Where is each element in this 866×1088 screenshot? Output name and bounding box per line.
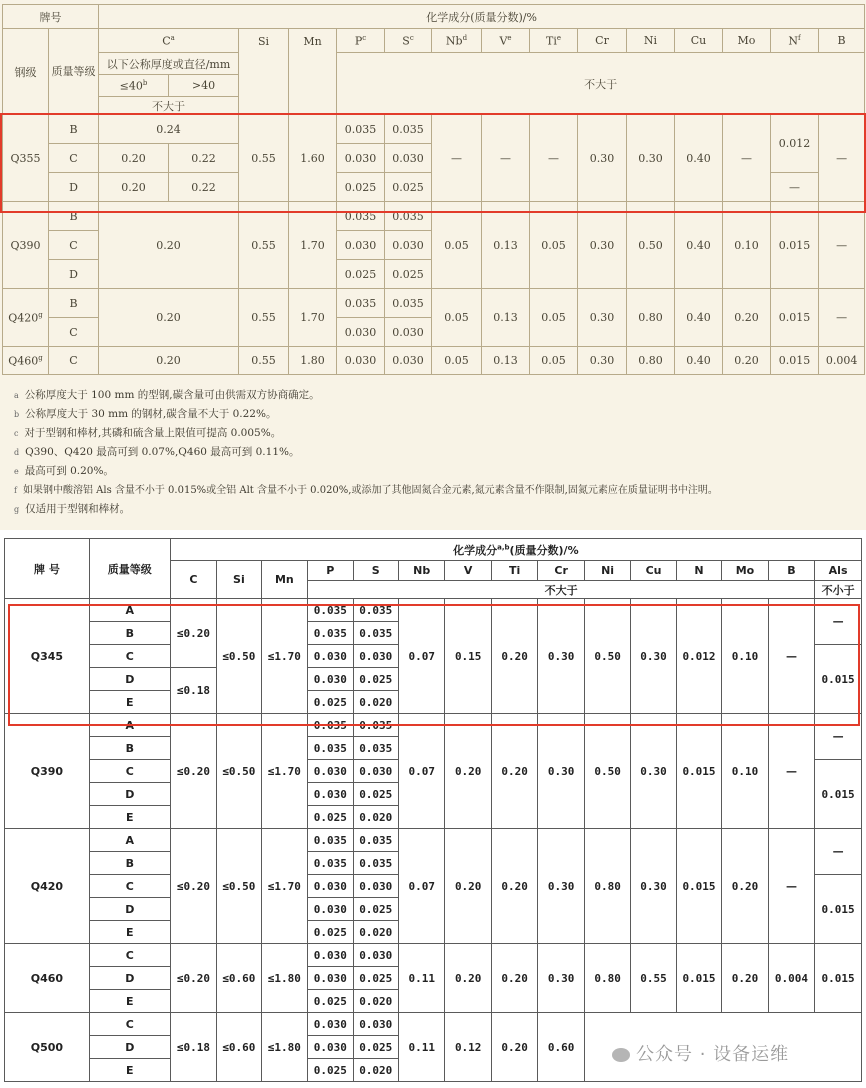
- p-cell: 0.025: [308, 921, 353, 944]
- wechat-icon: [612, 1048, 630, 1062]
- c-cell: 0.20: [99, 202, 239, 289]
- n-cell: 0.015: [676, 944, 721, 1013]
- mn-cell: ≤1.70: [261, 829, 307, 944]
- v-cell: 0.13: [482, 347, 530, 375]
- v-cell: 0.15: [445, 599, 491, 714]
- als-cell: 0.015: [815, 645, 862, 714]
- ni-cell: 0.50: [584, 714, 630, 829]
- p-cell: 0.035: [308, 599, 353, 622]
- nb-cell: 0.07: [398, 829, 444, 944]
- header-nb: Nb: [398, 561, 444, 581]
- c-cell: ≤0.20: [170, 599, 216, 668]
- s-cell: 0.020: [353, 691, 398, 714]
- top-standard-panel: [0, 0, 866, 530]
- b-cell: —: [768, 714, 814, 829]
- nb-cell: —: [432, 115, 482, 202]
- v-cell: 0.13: [482, 289, 530, 347]
- cr-cell: 0.30: [538, 829, 584, 944]
- quality-cell: D: [89, 967, 170, 990]
- s-cell: 0.030: [385, 144, 432, 173]
- nb-cell: 0.07: [398, 714, 444, 829]
- p-cell: 0.035: [308, 714, 353, 737]
- si-cell: ≤0.50: [217, 829, 261, 944]
- footnotes: [14, 386, 854, 519]
- header-c: C: [170, 561, 216, 599]
- grade-q460: Q460$^g$: [3, 347, 49, 375]
- v-cell: 0.13: [482, 202, 530, 289]
- p-cell: 0.025: [337, 173, 385, 202]
- mo-cell: 0.20: [723, 289, 771, 347]
- c-cell: ≤0.20: [170, 829, 216, 944]
- header-le40: $\le 40^b$: [99, 75, 169, 97]
- header-als: Als: [815, 561, 862, 581]
- mn-cell: 1.70: [289, 289, 337, 347]
- p-cell: 0.025: [337, 260, 385, 289]
- b-cell: —: [819, 115, 865, 202]
- cu-cell: 0.30: [631, 829, 676, 944]
- s-cell: 0.030: [353, 760, 398, 783]
- quality-cell: C: [49, 231, 99, 260]
- s-cell: 0.035: [353, 737, 398, 760]
- grade-q420: Q420$^g$: [3, 289, 49, 347]
- p-cell: 0.030: [337, 347, 385, 375]
- si-cell: 0.55: [239, 115, 289, 202]
- ni-cell: 0.80: [627, 289, 675, 347]
- header-p: P: [308, 561, 353, 581]
- header-not-more-than-right: 不大于: [337, 53, 865, 115]
- ti-cell: 0.05: [530, 347, 578, 375]
- s-cell: 0.025: [385, 173, 432, 202]
- header-ti: Ti: [491, 561, 537, 581]
- header-s: $S^c$: [385, 29, 432, 53]
- s-cell: 0.030: [353, 944, 398, 967]
- c-cell: 0.22: [169, 144, 239, 173]
- b-cell: —: [819, 202, 865, 289]
- als-cell: 0.015: [815, 875, 862, 944]
- footnote: $^g$ 仅适用于型钢和棒材。: [14, 503, 131, 515]
- ni-cell: 0.80: [584, 944, 630, 1013]
- nb-cell: 0.11: [398, 1013, 444, 1082]
- s-cell: 0.035: [353, 622, 398, 645]
- ni-cell: 0.30: [627, 115, 675, 202]
- s-cell: 0.035: [385, 289, 432, 318]
- p-cell: 0.035: [308, 737, 353, 760]
- ti-cell: 0.20: [491, 944, 537, 1013]
- n-cell: 0.015: [771, 347, 819, 375]
- header-mn: Mn: [261, 561, 307, 599]
- cr-cell: 0.30: [538, 944, 584, 1013]
- s-cell: 0.030: [385, 231, 432, 260]
- header-nb: Nb$^d$: [432, 29, 482, 53]
- header-b: B: [819, 29, 865, 53]
- c-cell: 0.20: [99, 173, 169, 202]
- ti-cell: 0.05: [530, 202, 578, 289]
- p-cell: 0.030: [308, 760, 353, 783]
- c-cell: ≤0.18: [170, 668, 216, 714]
- header-n: $N^f$: [771, 29, 819, 53]
- s-cell: 0.020: [353, 990, 398, 1013]
- b-cell: 0.004: [819, 347, 865, 375]
- cr-cell: 0.30: [578, 202, 627, 289]
- mn-cell: 1.70: [289, 202, 337, 289]
- c-cell: 0.24: [99, 115, 239, 144]
- cr-cell: 0.30: [578, 289, 627, 347]
- s-cell: 0.020: [353, 806, 398, 829]
- table-row: [3, 347, 865, 375]
- footnote: $^d$ Q390、Q420 最高可到 0.07%,Q460 最高可到 0.11%。: [14, 446, 300, 458]
- quality-cell: A: [89, 599, 170, 622]
- watermark: 公众号 · 设备运维: [612, 1040, 789, 1066]
- s-cell: 0.035: [385, 115, 432, 144]
- quality-cell: C: [89, 645, 170, 668]
- p-cell: 0.030: [308, 1036, 353, 1059]
- quality-cell: E: [89, 921, 170, 944]
- ni-cell: 0.50: [627, 202, 675, 289]
- cu-cell: 0.40: [675, 347, 723, 375]
- footnote: $^c$ 对于型钢和棒材,其磷和硫含量上限值可提高 0.005%。: [14, 427, 282, 439]
- b-cell: 0.004: [768, 944, 814, 1013]
- s-cell: 0.025: [353, 898, 398, 921]
- c-cell: ≤0.18: [170, 1013, 216, 1082]
- b-cell: —: [819, 289, 865, 347]
- table-row: [5, 714, 862, 737]
- p-cell: 0.035: [308, 829, 353, 852]
- footnote: $^f$ 如果钢中酸溶铝 Als 含量不小于 0.015%或全铝 Alt 含量不小于 0.020%,或添加了其他固氮合金元素,氮元素含量不作限制,固氮元素应在质量证明书中注明。: [14, 485, 718, 496]
- nb-cell: 0.07: [398, 599, 444, 714]
- si-cell: 0.55: [239, 202, 289, 289]
- v-cell: 0.20: [445, 714, 491, 829]
- header-v: Ve: [482, 29, 530, 53]
- cu-cell: 0.55: [631, 944, 676, 1013]
- grade-q345: Q345: [5, 599, 90, 714]
- grade-q460: Q460: [5, 944, 90, 1013]
- quality-cell: E: [89, 1059, 170, 1082]
- b-cell: —: [768, 599, 814, 714]
- s-cell: 0.020: [353, 921, 398, 944]
- header-v: V: [445, 561, 491, 581]
- header-cu: Cu: [631, 561, 676, 581]
- footnote: $^a$ 公称厚度大于 100 mm 的型钢,碳含量可由供需双方协商确定。: [14, 389, 320, 401]
- bottom-standard-panel: [0, 536, 866, 1088]
- als-cell: 0.015: [815, 944, 862, 1013]
- p-cell: 0.030: [337, 318, 385, 347]
- s-cell: 0.035: [385, 202, 432, 231]
- header-grade: 牌 号: [5, 539, 90, 599]
- cr-cell: 0.60: [538, 1013, 584, 1082]
- quality-cell: B: [89, 737, 170, 760]
- p-cell: 0.035: [308, 852, 353, 875]
- header-grade: 牌号: [3, 5, 99, 29]
- ti-cell: 0.20: [491, 1013, 537, 1082]
- top-composition-table: [2, 4, 865, 375]
- quality-cell: E: [89, 691, 170, 714]
- c-cell: ≤0.20: [170, 714, 216, 829]
- quality-cell: E: [89, 806, 170, 829]
- v-cell: 0.20: [445, 829, 491, 944]
- p-cell: 0.030: [337, 231, 385, 260]
- s-cell: 0.030: [353, 1013, 398, 1036]
- s-cell: 0.025: [385, 260, 432, 289]
- nb-cell: 0.11: [398, 944, 444, 1013]
- s-cell: 0.035: [353, 714, 398, 737]
- header-n: N: [676, 561, 721, 581]
- header-cr: Cr: [538, 561, 584, 581]
- s-cell: 0.030: [353, 875, 398, 898]
- n-cell: 0.015: [676, 714, 721, 829]
- header-si: Si: [217, 561, 261, 599]
- quality-cell: C: [89, 1013, 170, 1036]
- als-cell: —: [815, 829, 862, 875]
- nb-cell: 0.05: [432, 289, 482, 347]
- header-not-more-than: 不大于: [308, 581, 815, 599]
- ni-cell: 0.50: [584, 599, 630, 714]
- grade-q390: Q390: [3, 202, 49, 289]
- mo-cell: 0.10: [723, 202, 771, 289]
- quality-cell: C: [49, 347, 99, 375]
- b-cell: —: [768, 829, 814, 944]
- nb-cell: 0.05: [432, 202, 482, 289]
- table-row: [5, 944, 862, 967]
- p-cell: 0.025: [308, 691, 353, 714]
- table-row: [5, 599, 862, 622]
- header-mo: Mo: [723, 29, 771, 53]
- quality-cell: D: [89, 668, 170, 691]
- p-cell: 0.030: [308, 967, 353, 990]
- header-not-less-than: 不小于: [815, 581, 862, 599]
- si-cell: ≤0.50: [217, 599, 261, 714]
- cu-cell: 0.30: [631, 714, 676, 829]
- header-ni: Ni: [584, 561, 630, 581]
- cr-cell: 0.30: [578, 347, 627, 375]
- s-cell: 0.020: [353, 1059, 398, 1082]
- header-composition: 化学成分(质量分数)/%: [99, 5, 865, 29]
- p-cell: 0.035: [337, 289, 385, 318]
- header-p: $P^c$: [337, 29, 385, 53]
- s-cell: 0.035: [353, 599, 398, 622]
- p-cell: 0.025: [308, 806, 353, 829]
- table-row: [3, 115, 865, 144]
- als-cell: —: [815, 599, 862, 645]
- p-cell: 0.030: [308, 875, 353, 898]
- si-cell: 0.55: [239, 347, 289, 375]
- n-cell: —: [771, 173, 819, 202]
- si-cell: ≤0.60: [217, 1013, 261, 1082]
- s-cell: 0.025: [353, 967, 398, 990]
- mn-cell: 1.80: [289, 347, 337, 375]
- ni-cell: 0.80: [584, 829, 630, 944]
- p-cell: 0.030: [308, 783, 353, 806]
- ni-cell: 0.80: [627, 347, 675, 375]
- n-cell: 0.015: [676, 829, 721, 944]
- n-cell: 0.015: [771, 289, 819, 347]
- s-cell: 0.030: [385, 347, 432, 375]
- n-cell: 0.015: [771, 202, 819, 289]
- mo-cell: 0.20: [722, 944, 768, 1013]
- quality-cell: B: [89, 622, 170, 645]
- als-cell: —: [815, 714, 862, 760]
- si-cell: ≤0.60: [217, 944, 261, 1013]
- ti-cell: 0.20: [491, 599, 537, 714]
- cr-cell: 0.30: [578, 115, 627, 202]
- header-not-more-than: 不大于: [99, 97, 239, 115]
- quality-cell: D: [49, 260, 99, 289]
- quality-cell: A: [89, 714, 170, 737]
- c-cell: 0.22: [169, 173, 239, 202]
- v-cell: 0.20: [445, 944, 491, 1013]
- table-row: [5, 1013, 862, 1036]
- v-cell: 0.12: [445, 1013, 491, 1082]
- s-cell: 0.035: [353, 852, 398, 875]
- quality-cell: B: [49, 289, 99, 318]
- s-cell: 0.025: [353, 1036, 398, 1059]
- mn-cell: 1.60: [289, 115, 337, 202]
- c-cell: 0.20: [99, 347, 239, 375]
- p-cell: 0.030: [308, 668, 353, 691]
- ti-cell: 0.20: [491, 714, 537, 829]
- quality-cell: C: [49, 144, 99, 173]
- quality-cell: B: [49, 115, 99, 144]
- header-steel-grade: 钢级: [3, 29, 49, 115]
- si-cell: ≤0.50: [217, 714, 261, 829]
- quality-cell: D: [89, 783, 170, 806]
- footnote: $^b$ 公称厚度大于 30 mm 的钢材,碳含量不大于 0.22%。: [14, 408, 277, 420]
- header-s: S: [353, 561, 398, 581]
- mo-cell: 0.10: [722, 714, 768, 829]
- quality-cell: D: [89, 898, 170, 921]
- quality-cell: D: [49, 173, 99, 202]
- grade-q420: Q420: [5, 829, 90, 944]
- p-cell: 0.030: [308, 645, 353, 668]
- header-si: Si: [239, 29, 289, 115]
- header-cr: Cr: [578, 29, 627, 53]
- quality-cell: C: [49, 318, 99, 347]
- quality-cell: C: [89, 875, 170, 898]
- p-cell: 0.030: [308, 944, 353, 967]
- p-cell: 0.030: [308, 898, 353, 921]
- c-cell: 0.20: [99, 289, 239, 347]
- grade-q390: Q390: [5, 714, 90, 829]
- p-cell: 0.030: [337, 144, 385, 173]
- header-thickness: 以下公称厚度或直径/mm: [99, 53, 239, 75]
- si-cell: 0.55: [239, 289, 289, 347]
- header-ni: Ni: [627, 29, 675, 53]
- header-gt40: >40: [169, 75, 239, 97]
- cr-cell: 0.30: [538, 714, 584, 829]
- v-cell: —: [482, 115, 530, 202]
- p-cell: 0.025: [308, 1059, 353, 1082]
- header-composition: 化学成分$^{a,b}$(质量分数)/%: [170, 539, 861, 561]
- header-cu: Cu: [675, 29, 723, 53]
- ti-cell: 0.05: [530, 289, 578, 347]
- grade-q355: Q355: [3, 115, 49, 202]
- header-quality-grade: 质量等级: [49, 29, 99, 115]
- p-cell: 0.035: [337, 202, 385, 231]
- mo-cell: 0.20: [722, 829, 768, 944]
- quality-cell: A: [89, 829, 170, 852]
- mn-cell: ≤1.80: [261, 944, 307, 1013]
- s-cell: 0.030: [353, 645, 398, 668]
- table-row: [5, 829, 862, 852]
- n-cell: 0.012: [676, 599, 721, 714]
- quality-cell: C: [89, 944, 170, 967]
- cu-cell: 0.30: [631, 599, 676, 714]
- grade-q500: Q500: [5, 1013, 90, 1082]
- s-cell: 0.030: [385, 318, 432, 347]
- als-cell: 0.015: [815, 760, 862, 829]
- header-mo: Mo: [722, 561, 768, 581]
- cu-cell: 0.40: [675, 202, 723, 289]
- mo-cell: —: [723, 115, 771, 202]
- cu-cell: 0.40: [675, 289, 723, 347]
- nb-cell: 0.05: [432, 347, 482, 375]
- p-cell: 0.035: [308, 622, 353, 645]
- quality-cell: C: [89, 760, 170, 783]
- header-b: B: [768, 561, 814, 581]
- mo-cell: 0.10: [722, 599, 768, 714]
- mn-cell: ≤1.80: [261, 1013, 307, 1082]
- p-cell: 0.025: [308, 990, 353, 1013]
- table-row: [3, 202, 865, 231]
- p-cell: 0.035: [337, 115, 385, 144]
- header-c: $C^a$: [99, 29, 239, 53]
- cu-cell: 0.40: [675, 115, 723, 202]
- footnote: $^e$ 最高可到 0.20%。: [14, 465, 114, 477]
- table-row: [3, 289, 865, 318]
- ti-cell: 0.20: [491, 829, 537, 944]
- quality-cell: B: [89, 852, 170, 875]
- quality-cell: B: [49, 202, 99, 231]
- cr-cell: 0.30: [538, 599, 584, 714]
- ti-cell: —: [530, 115, 578, 202]
- mn-cell: ≤1.70: [261, 599, 307, 714]
- s-cell: 0.025: [353, 783, 398, 806]
- header-quality-grade: 质量等级: [89, 539, 170, 599]
- mo-cell: 0.20: [723, 347, 771, 375]
- c-cell: 0.20: [99, 144, 169, 173]
- c-cell: ≤0.20: [170, 944, 216, 1013]
- quality-cell: D: [89, 1036, 170, 1059]
- header-ti: Ti$^e$: [530, 29, 578, 53]
- header-mn: Mn: [289, 29, 337, 115]
- p-cell: 0.030: [308, 1013, 353, 1036]
- n-cell: 0.012: [771, 115, 819, 173]
- s-cell: 0.035: [353, 829, 398, 852]
- quality-cell: E: [89, 990, 170, 1013]
- mn-cell: ≤1.70: [261, 714, 307, 829]
- bottom-composition-table: [4, 538, 862, 1082]
- s-cell: 0.025: [353, 668, 398, 691]
